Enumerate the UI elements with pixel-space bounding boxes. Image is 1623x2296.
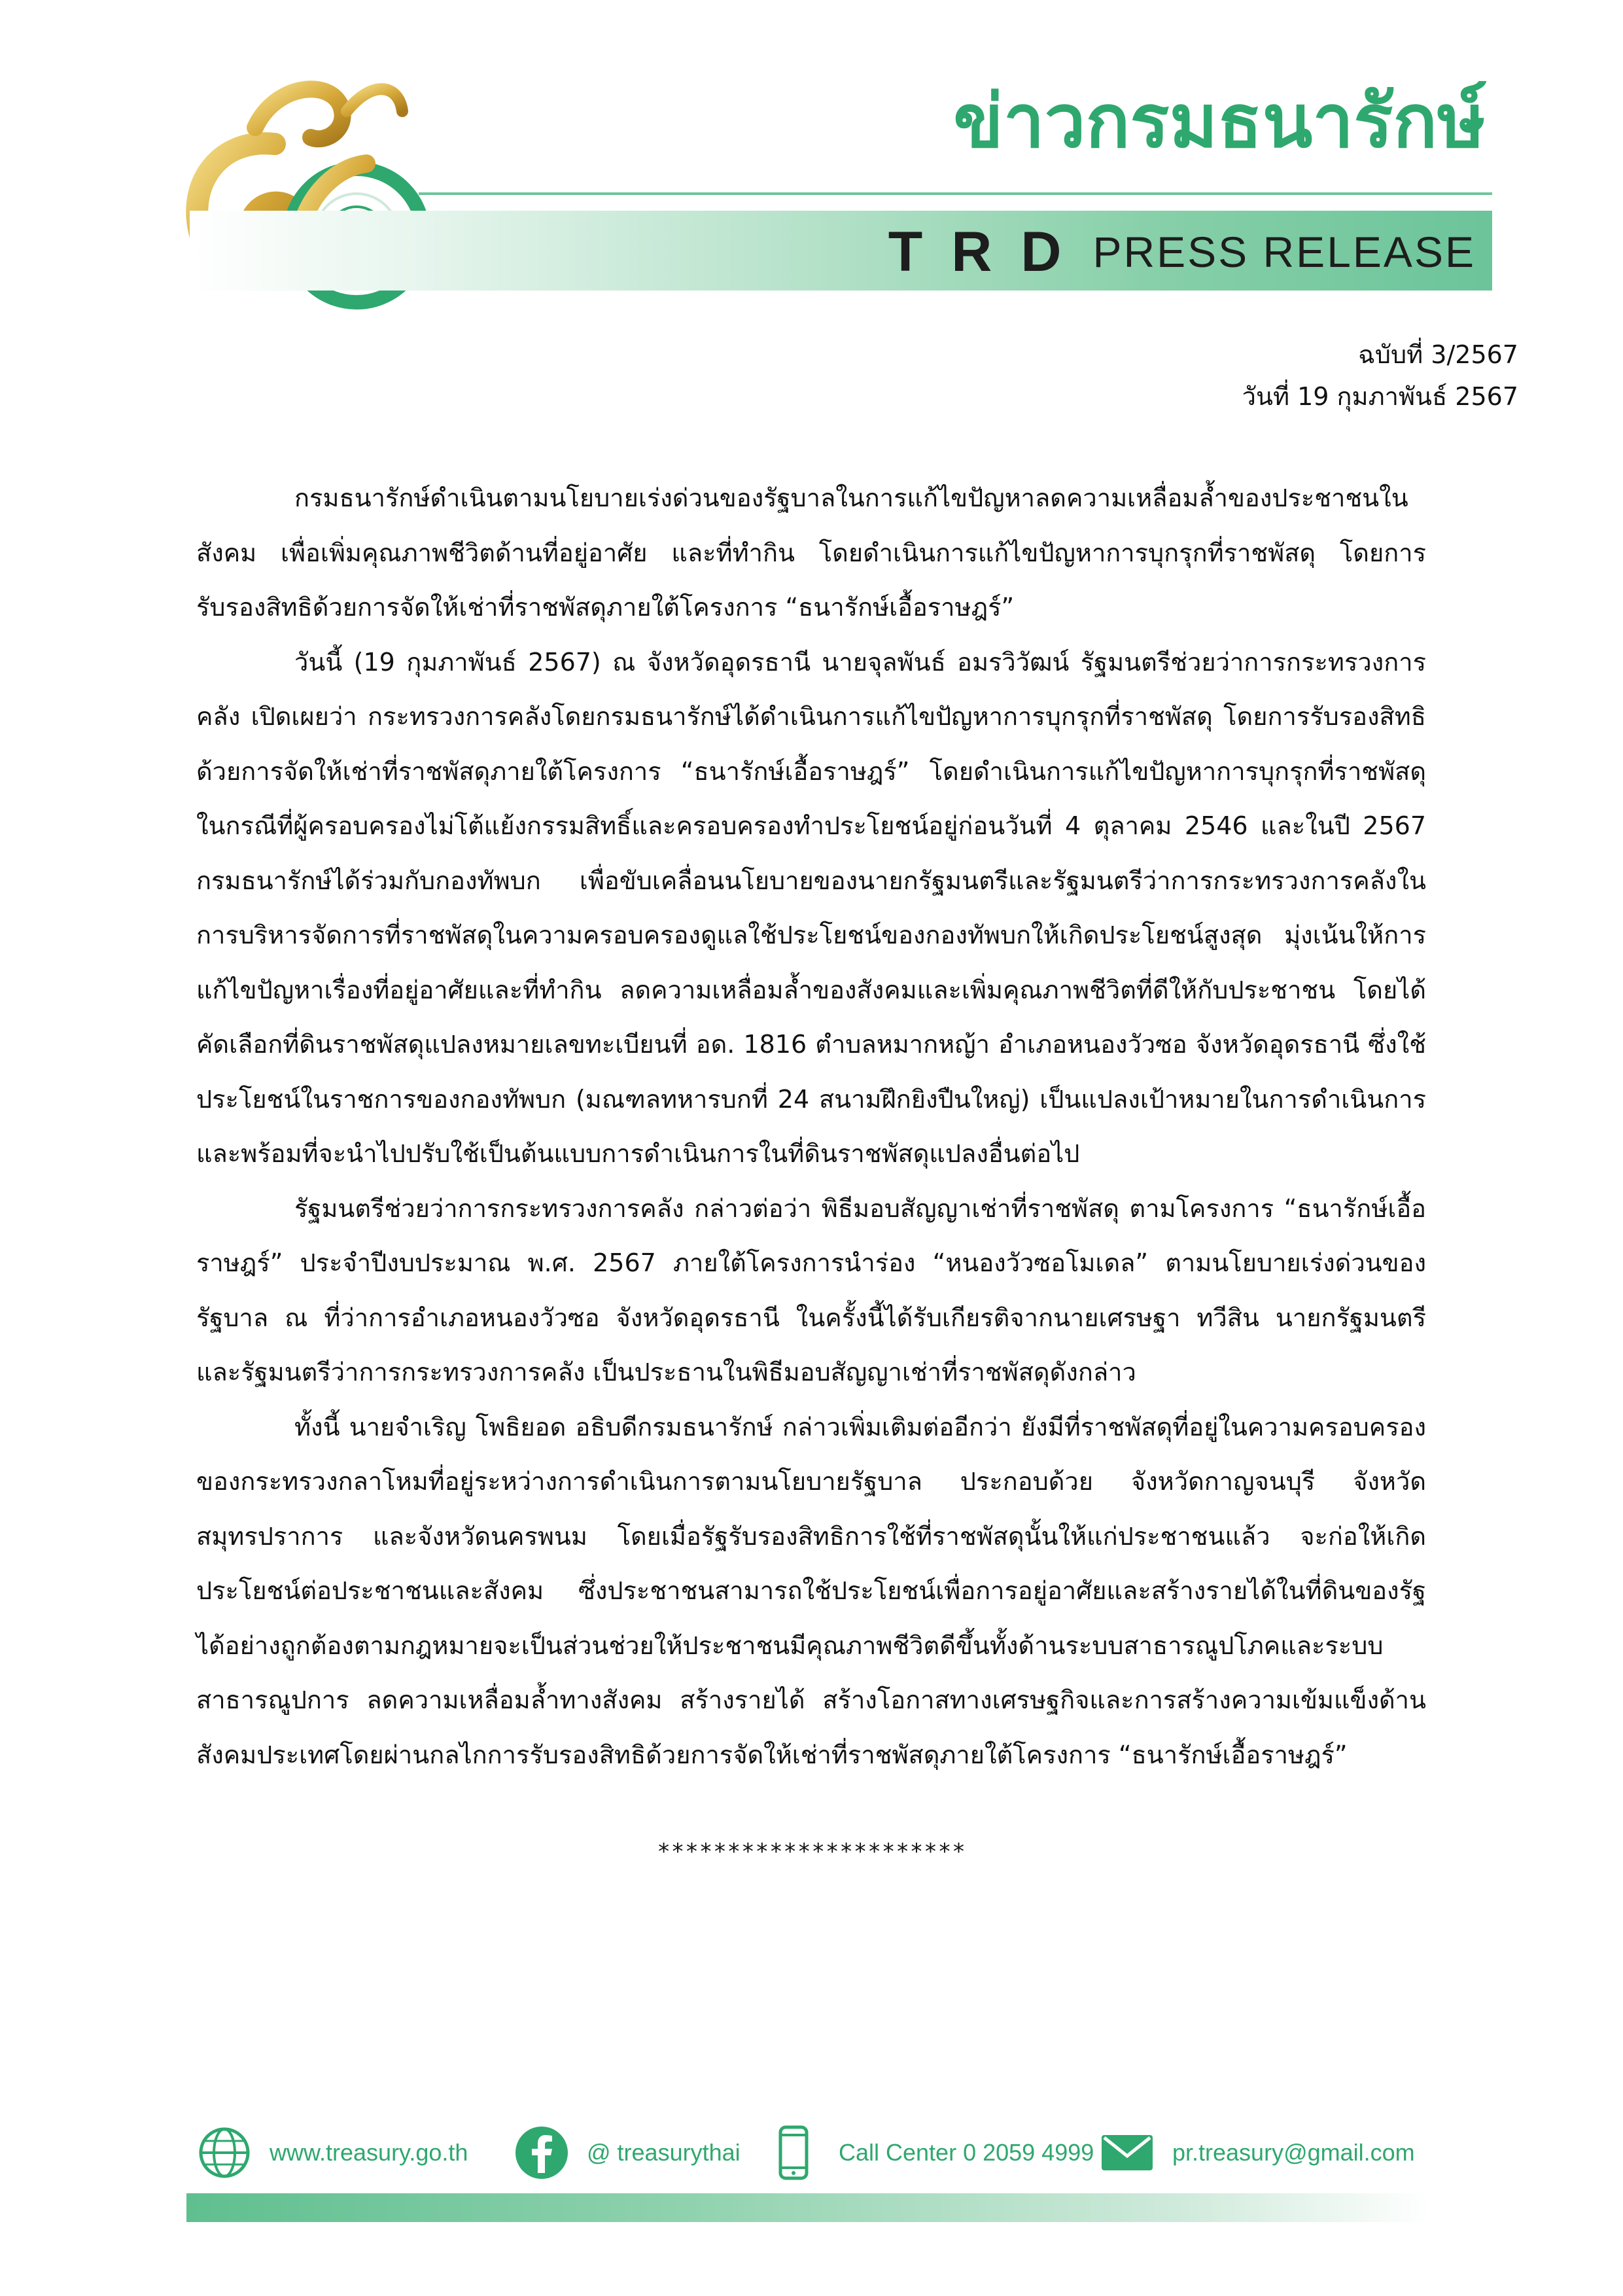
website-link[interactable]: www.treasury.go.th [270, 2139, 468, 2166]
footer-contacts [196, 2120, 1439, 2185]
paragraph-1: กรมธนารักษ์ดำเนินตามนโยบายเร่งด่วนของรัฐบาลในการแก้ไขปัญหาลดความเหลื่อมล้ำของประชาชนในสังคม เพื่อเพิ่มคุณภาพชีวิตด้านที่อยู่อาศัย และที่ทำกิน โดยดำเนินการแก้ไขปัญหาการบุกรุกที่ราชพัสดุ โดยการรับรองสิทธิด้วยการจัดให้เช่าที่ราชพัสดุภายใต้โครงการ “ธนารักษ์เอื้อราษฎร์” [196, 484, 1426, 622]
press-release-body [196, 471, 1426, 1782]
mail-icon [1099, 2125, 1155, 2181]
end-separator: ********************** [657, 1839, 966, 1865]
issue-number: ฉบับที่ 3/2567 [1358, 340, 1518, 369]
header-divider [419, 192, 1492, 195]
globe-icon [196, 2125, 253, 2181]
issue-date: วันที่ 19 กุมภาพันธ์ 2567 [1242, 382, 1518, 411]
facebook-handle[interactable]: @ treasurythai [587, 2139, 741, 2166]
paragraph-2: วันนี้ (19 กุมภาพันธ์ 2567) ณ จังหวัดอุดรธานี นายจุลพันธ์ อมรวิวัฒน์ รัฐมนตรีช่วยว่าการกระทรวงการคลัง เปิดเผยว่า กระทรวงการคลังโดยกรมธนารักษ์ได้ดำเนินการแก้ไขปัญหาการบุกรุกที่ราชพัสดุ โดยการรับรองสิทธิด้วยการจัดให้เช่าที่ราชพัสดุภายใต้โครงการ “ธนารักษ์เอื้อราษฎร์” โดยดำเนินการแก้ไขปัญหาการบุกรุกที่ราชพัสดุในกรณีที่ผู้ครอบครองไม่โต้แย้งกรรมสิทธิ์และครอบครองทำประโยชน์อยู่ก่อนวันที่ 4 ตุลาคม 2546 และในปี 2567 กรมธนารักษ์ได้ร่วมกับกองทัพบก เพื่อขับเคลื่อนนโยบายของนายกรัฐมนตรีและรัฐมนตรีว่าการกระทรวงการคลังในการบริหารจัดการที่ราชพัสดุในความครอบครองดูแลใช้ประโยชน์ของกองทัพบกให้เกิดประโยชน์สูงสุด มุ่งเน้นให้การแก้ไขปัญหาเรื่องที่อยู่อาศัยและที่ทำกิน ลดความเหลื่อมล้ำของสังคมและเพิ่มคุณภาพชีวิตที่ดีให้กับประชาชน โดยได้คัดเลือกที่ดินราชพัสดุแปลงหมายเลขทะเบียนที่ อด. 1816 ตำบลหมากหญ้า อำเภอหนองวัวซอ จังหวัดอุดรธานี ซึ่งใช้ประโยชน์ในราชการของกองทัพบก (มณฑลทหารบกที่ 24 สนามฝึกยิงปืนใหญ่) เป็นแปลงเป้าหมายในการดำเนินการและพร้อมที่จะนำไปปรับใช้เป็นต้นแบบการดำเนินการในที่ดินราชพัสดุแปลงอื่นต่อไป [196, 647, 1426, 1168]
footer-website[interactable] [196, 2120, 468, 2185]
email-address[interactable]: pr.treasury@gmail.com [1172, 2139, 1415, 2166]
footer-band [186, 2193, 1429, 2222]
facebook-icon [514, 2125, 570, 2181]
paragraph-3: รัฐมนตรีช่วยว่าการกระทรวงการคลัง กล่าวต่อว่า พิธีมอบสัญญาเช่าที่ราชพัสดุ ตามโครงการ “ธนารักษ์เอื้อราษฎร์” ประจำปีงบประมาณ พ.ศ. 2567 ภายใต้โครงการนำร่อง “หนองวัวซอโมเดล” ตามนโยบายเร่งด่วนของรัฐบาล ณ ที่ว่าการอำเภอหนองวัวซอ จังหวัดอุดรธานี ในครั้งนี้ได้รับเกียรติจากนายเศรษฐา ทวีสิน นายกรัฐมนตรี และรัฐมนตรีว่าการกระทรวงการคลัง เป็นประธานในพิธีมอบสัญญาเช่าที่ราชพัสดุดังกล่าว [196, 1193, 1426, 1386]
footer-call-center[interactable] [765, 2120, 1094, 2185]
footer-email[interactable] [1099, 2120, 1415, 2185]
paragraph-4: ทั้งนี้ นายจำเริญ โพธิยอด อธิบดีกรมธนารักษ์ กล่าวเพิ่มเติมต่ออีกว่า ยังมีที่ราชพัสดุที่อยู่ในความครอบครองของกระทรวงกลาโหมที่อยู่ระหว่างการดำเนินการตามนโยบายรัฐบาล ประกอบด้วย จังหวัดกาญจนบุรี จังหวัดสมุทรปราการ และจังหวัดนครพนม โดยเมื่อรัฐรับรองสิทธิการใช้ที่ราชพัสดุนั้นให้แก่ประชาชนแล้ว จะก่อให้เกิดประโยชน์ต่อประชาชนและสังคม ซึ่งประชาชนสามารถใช้ประโยชน์เพื่อการอยู่อาศัยและสร้างรายได้ในที่ดินของรัฐได้อย่างถูกต้องตามกฎหมายจะเป็นส่วนช่วยให้ประชาชนมีคุณภาพชีวิตดีขึ้นทั้งด้านระบบสาธารณูปโภคและระบบสาธารณูปการ ลดความเหลื่อมล้ำทางสังคม สร้างรายได้ สร้างโอกาสทางเศรษฐกิจและการสร้างความเข้มแข็งด้านสังคมประเทศโดยผ่านกลไกการรับรองสิทธิด้วยการจัดให้เช่าที่ราชพัสดุภายใต้โครงการ “ธนารักษ์เอื้อราษฎร์” [196, 1412, 1426, 1769]
phone-icon [765, 2125, 822, 2181]
subtitle-press-release: PRESS RELEASE [1092, 228, 1476, 276]
document-meta [1242, 334, 1518, 417]
header-subtitle [888, 222, 1476, 281]
page-title: ข่าวกรมธนารักษ์ [953, 79, 1486, 164]
footer-facebook[interactable] [514, 2120, 741, 2185]
subtitle-trd: TRD [888, 220, 1091, 283]
call-center-number[interactable]: Call Center 0 2059 4999 [839, 2139, 1094, 2166]
